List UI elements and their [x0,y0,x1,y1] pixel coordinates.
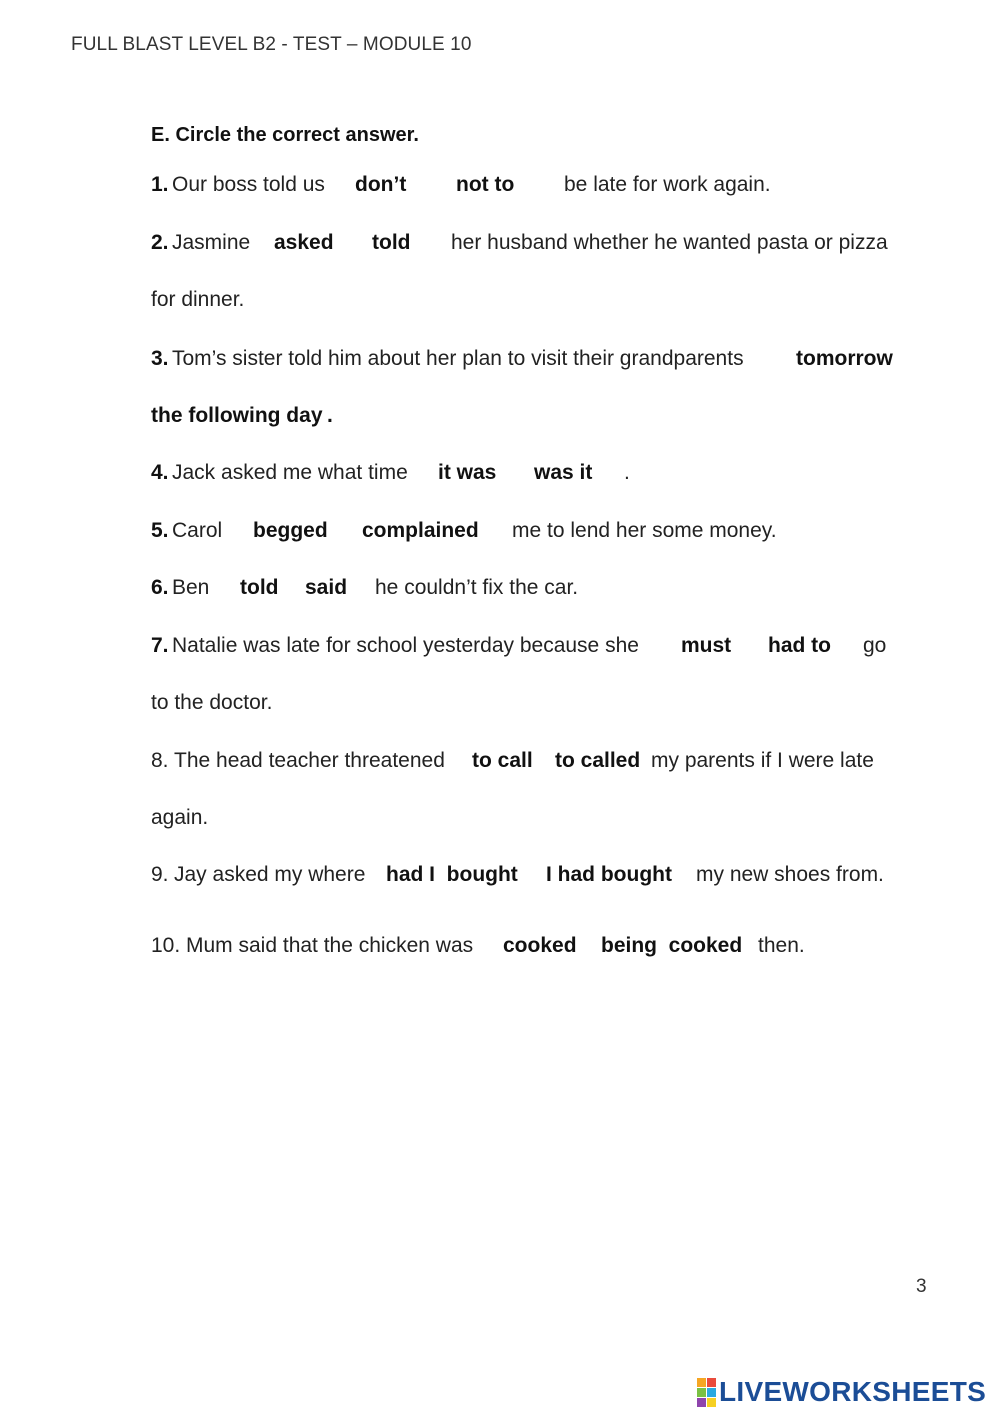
question-number: 1. [151,173,169,196]
answer-option-1[interactable]: don’t [355,173,407,196]
question-text-after: then. [758,934,805,957]
question-text: Our boss told us [172,173,325,196]
logo-square-icon [707,1378,716,1387]
question-8-continuation: again. [151,806,209,829]
question-text: The head teacher threatened [174,749,445,772]
question-number: 5. [151,519,169,542]
answer-option-2[interactable]: I had bought [546,863,672,886]
answer-option-2[interactable]: not to [456,173,515,196]
question-4 [151,461,630,485]
question-text: Ben [172,576,210,599]
question-text-after: her husband whether he wanted pasta or pizza [451,231,888,254]
question-number: 7. [151,634,169,657]
question-7 [151,634,887,658]
question-7-continuation: to the doctor. [151,691,273,714]
question-number: 9. [151,863,169,886]
liveworksheets-logo-icon [697,1378,716,1407]
question-text: Tom’s sister told him about her plan to visit their grandparents [172,347,744,370]
answer-option-1[interactable]: begged [253,519,328,542]
page-header: FULL BLAST LEVEL B2 - TEST – MODULE 10 [71,34,472,55]
answer-option-2[interactable]: to called [555,749,641,772]
section-title: E. Circle the correct answer. [151,124,419,146]
page-number: 3 [916,1276,927,1297]
question-text: Jasmine [172,231,251,254]
answer-option-2[interactable]: told [372,231,411,254]
answer-option-1[interactable]: had I bought [386,863,518,886]
question-text-after: go [863,634,887,657]
question-number: 4. [151,461,169,484]
question-1 [151,173,771,197]
question-5 [151,519,777,543]
answer-option-1[interactable]: cooked [503,934,577,957]
question-10 [151,934,805,958]
logo-square-icon [707,1398,716,1407]
question-text-after: my new shoes from. [696,863,884,886]
question-2 [151,231,888,255]
question-8 [151,749,874,773]
question-number: 3. [151,347,169,370]
logo-square-icon [697,1398,706,1407]
answer-option-1[interactable]: tomorrow [796,347,893,370]
question-text-after: be late for work again. [564,173,771,196]
answer-option-2[interactable]: had to [768,634,831,657]
answer-option-1[interactable]: asked [274,231,334,254]
question-text-after: me to lend her some money. [512,519,777,542]
question-6 [151,576,579,600]
answer-option-1[interactable]: to call [472,749,533,772]
question-text-after: . [327,404,333,427]
question-text: Jack asked me what time [172,461,408,484]
question-3 [151,347,893,371]
logo-square-icon [697,1388,706,1397]
question-text: Natalie was late for school yesterday because she [172,634,639,657]
question-number: 10. [151,934,181,957]
answer-option-1[interactable]: must [681,634,732,657]
answer-option-2[interactable]: the following day [151,404,323,427]
liveworksheets-logo [697,1375,986,1409]
logo-square-icon [697,1378,706,1387]
logo-square-icon [707,1388,716,1397]
answer-option-2[interactable]: said [305,576,348,599]
question-number: 2. [151,231,169,254]
question-text-after: . [624,461,630,484]
question-text: Jay asked my where [174,863,366,886]
answer-option-2[interactable]: was it [534,461,593,484]
question-text-after: my parents if I were late [651,749,874,772]
answer-option-1[interactable]: it was [438,461,497,484]
question-text-after: he couldn’t fix the car. [375,576,579,599]
question-number: 8. [151,749,169,772]
question-9 [151,863,884,887]
answer-option-2[interactable]: complained [362,519,479,542]
question-2-continuation: for dinner. [151,288,245,311]
question-text: Carol [172,519,223,542]
question-number: 6. [151,576,169,599]
answer-option-1[interactable]: told [240,576,279,599]
liveworksheets-logo-text: LIVEWORKSHEETS [719,1376,987,1407]
question-text: Mum said that the chicken was [186,934,474,957]
answer-option-2[interactable]: being cooked [601,934,743,957]
question-3-continuation [151,404,333,428]
